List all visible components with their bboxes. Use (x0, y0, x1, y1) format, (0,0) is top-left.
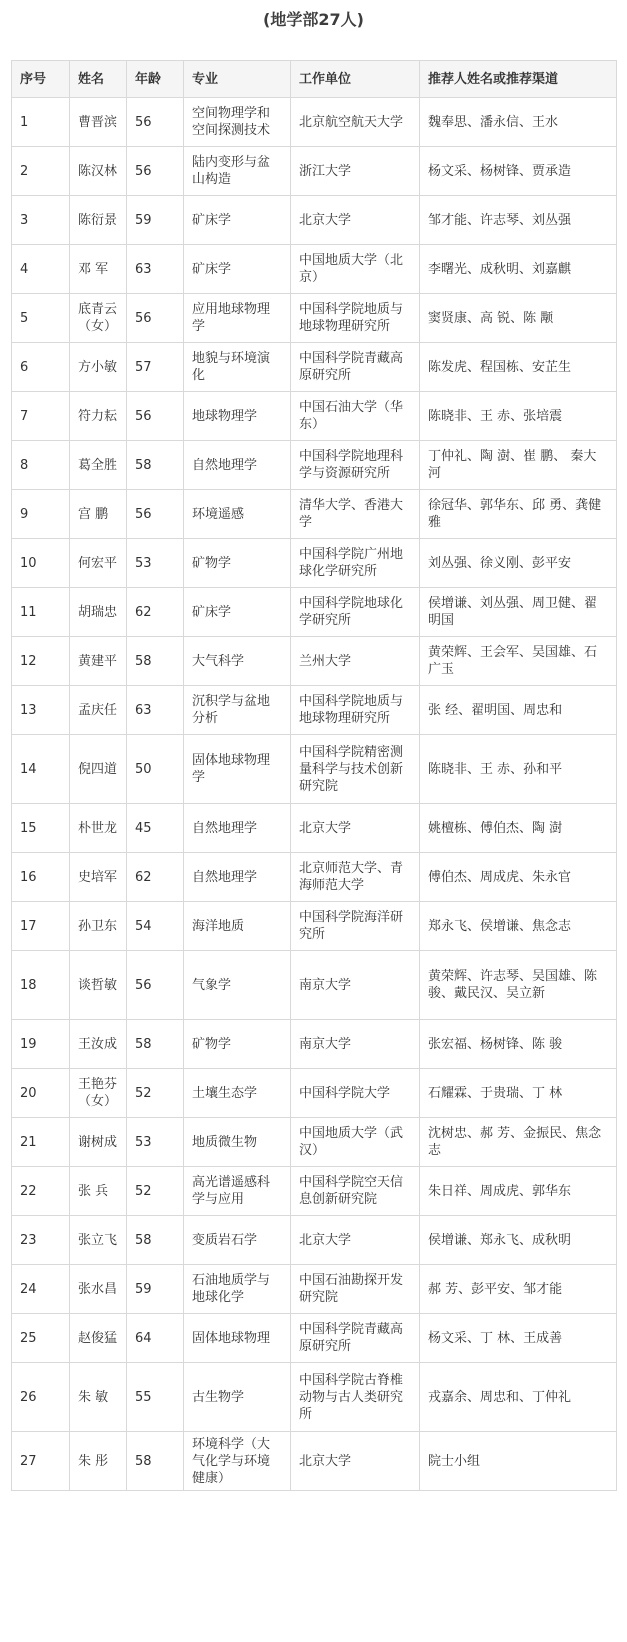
cell-unit: 中国地质大学（武汉） (291, 1118, 420, 1167)
cell-age: 56 (127, 392, 184, 441)
cell-number: 20 (12, 1069, 70, 1118)
cell-number: 19 (12, 1020, 70, 1069)
cell-name: 曹晋滨 (70, 98, 127, 147)
cell-major: 高光谱遥感科学与应用 (184, 1167, 291, 1216)
cell-age: 56 (127, 147, 184, 196)
page-title: (地学部27人) (263, 10, 364, 29)
table-row (12, 539, 617, 588)
cell-referees: 石耀霖、于贵瑞、丁 林 (420, 1069, 617, 1118)
cell-age: 63 (127, 686, 184, 735)
cell-major: 土壤生态学 (184, 1069, 291, 1118)
cell-number: 27 (12, 1432, 70, 1491)
cell-major: 自然地理学 (184, 853, 291, 902)
cell-name: 底青云（女） (70, 294, 127, 343)
cell-major: 气象学 (184, 951, 291, 1020)
cell-number: 2 (12, 147, 70, 196)
cell-referees: 窦贤康、高 锐、陈 颙 (420, 294, 617, 343)
cell-name: 谢树成 (70, 1118, 127, 1167)
cell-major: 矿物学 (184, 539, 291, 588)
cell-referees: 徐冠华、郭华东、邱 勇、龚健雅 (420, 490, 617, 539)
cell-unit: 中国科学院空天信息创新研究院 (291, 1167, 420, 1216)
cell-age: 56 (127, 294, 184, 343)
cell-unit: 中国科学院古脊椎动物与古人类研究所 (291, 1363, 420, 1432)
cell-unit: 中国科学院海洋研究所 (291, 902, 420, 951)
cell-referees: 侯增谦、郑永飞、成秋明 (420, 1216, 617, 1265)
cell-major: 地质微生物 (184, 1118, 291, 1167)
table-row (12, 1118, 617, 1167)
cell-major: 固体地球物理学 (184, 735, 291, 804)
column-header-number: 序号 (12, 61, 70, 98)
cell-unit: 兰州大学 (291, 637, 420, 686)
cell-age: 53 (127, 539, 184, 588)
table-row (12, 98, 617, 147)
cell-name: 王艳芬（女） (70, 1069, 127, 1118)
cell-referees: 院士小组 (420, 1432, 617, 1491)
cell-unit: 中国石油大学（华东） (291, 392, 420, 441)
cell-unit: 中国科学院大学 (291, 1069, 420, 1118)
cell-name: 符力耘 (70, 392, 127, 441)
cell-unit: 中国石油勘探开发研究院 (291, 1265, 420, 1314)
cell-unit: 中国地质大学（北京） (291, 245, 420, 294)
cell-unit: 中国科学院地质与地球物理研究所 (291, 294, 420, 343)
table-row (12, 1314, 617, 1363)
cell-age: 58 (127, 1020, 184, 1069)
cell-major: 环境科学（大气化学与环境健康） (184, 1432, 291, 1491)
cell-name: 方小敏 (70, 343, 127, 392)
cell-age: 58 (127, 441, 184, 490)
cell-unit: 北京大学 (291, 1432, 420, 1491)
cell-unit: 北京大学 (291, 804, 420, 853)
cell-name: 史培军 (70, 853, 127, 902)
cell-number: 5 (12, 294, 70, 343)
cell-number: 16 (12, 853, 70, 902)
cell-unit: 中国科学院青藏高原研究所 (291, 343, 420, 392)
cell-unit: 中国科学院广州地球化学研究所 (291, 539, 420, 588)
cell-unit: 北京大学 (291, 196, 420, 245)
cell-age: 62 (127, 588, 184, 637)
cell-name: 邓 军 (70, 245, 127, 294)
cell-name: 朴世龙 (70, 804, 127, 853)
cell-number: 11 (12, 588, 70, 637)
cell-major: 矿物学 (184, 1020, 291, 1069)
cell-number: 4 (12, 245, 70, 294)
cell-referees: 杨文采、杨树锋、贾承造 (420, 147, 617, 196)
cell-name: 孟庆任 (70, 686, 127, 735)
table-row (12, 490, 617, 539)
cell-number: 22 (12, 1167, 70, 1216)
cell-age: 56 (127, 490, 184, 539)
cell-number: 10 (12, 539, 70, 588)
table-row (12, 147, 617, 196)
cell-referees: 陈发虎、程国栋、安芷生 (420, 343, 617, 392)
cell-major: 古生物学 (184, 1363, 291, 1432)
cell-major: 地貌与环境演化 (184, 343, 291, 392)
cell-age: 58 (127, 637, 184, 686)
table-row (12, 637, 617, 686)
cell-referees: 张宏福、杨树锋、陈 骏 (420, 1020, 617, 1069)
cell-referees: 丁仲礼、陶 澍、崔 鹏、 秦大河 (420, 441, 617, 490)
cell-number: 12 (12, 637, 70, 686)
table-row (12, 686, 617, 735)
table-row (12, 1167, 617, 1216)
table-row (12, 245, 617, 294)
cell-number: 7 (12, 392, 70, 441)
cell-age: 59 (127, 1265, 184, 1314)
table-header-row (12, 61, 617, 98)
cell-number: 6 (12, 343, 70, 392)
cell-number: 23 (12, 1216, 70, 1265)
cell-major: 矿床学 (184, 245, 291, 294)
table-row (12, 441, 617, 490)
table-row (12, 1020, 617, 1069)
cell-referees: 张 经、翟明国、周忠和 (420, 686, 617, 735)
cell-major: 固体地球物理 (184, 1314, 291, 1363)
cell-unit: 中国科学院精密测量科学与技术创新研究院 (291, 735, 420, 804)
cell-major: 陆内变形与盆山构造 (184, 147, 291, 196)
cell-name: 赵俊猛 (70, 1314, 127, 1363)
cell-major: 沉积学与盆地分析 (184, 686, 291, 735)
cell-age: 52 (127, 1167, 184, 1216)
cell-name: 朱 敏 (70, 1363, 127, 1432)
cell-number: 9 (12, 490, 70, 539)
cell-number: 18 (12, 951, 70, 1020)
column-header-major: 专业 (184, 61, 291, 98)
cell-number: 13 (12, 686, 70, 735)
cell-major: 应用地球物理学 (184, 294, 291, 343)
cell-unit: 南京大学 (291, 1020, 420, 1069)
table-row (12, 343, 617, 392)
cell-referees: 沈树忠、郝 芳、金振民、焦念志 (420, 1118, 617, 1167)
cell-referees: 侯增谦、刘丛强、周卫健、翟明国 (420, 588, 617, 637)
cell-age: 52 (127, 1069, 184, 1118)
table-row (12, 1363, 617, 1432)
cell-unit: 北京师范大学、青海师范大学 (291, 853, 420, 902)
cell-referees: 黄荣辉、许志琴、吴国雄、陈 骏、戴民汉、吴立新 (420, 951, 617, 1020)
cell-age: 63 (127, 245, 184, 294)
table-row (12, 294, 617, 343)
candidates-table (11, 60, 617, 1491)
cell-age: 55 (127, 1363, 184, 1432)
cell-unit: 北京航空航天大学 (291, 98, 420, 147)
cell-referees: 杨文采、丁 林、王成善 (420, 1314, 617, 1363)
table-row (12, 902, 617, 951)
cell-age: 56 (127, 951, 184, 1020)
cell-unit: 北京大学 (291, 1216, 420, 1265)
cell-major: 空间物理学和空间探测技术 (184, 98, 291, 147)
column-header-name: 姓名 (70, 61, 127, 98)
table-row (12, 853, 617, 902)
cell-name: 葛全胜 (70, 441, 127, 490)
cell-major: 地球物理学 (184, 392, 291, 441)
cell-age: 56 (127, 98, 184, 147)
cell-number: 17 (12, 902, 70, 951)
cell-referees: 黄荣辉、王会军、吴国雄、石广玉 (420, 637, 617, 686)
cell-name: 倪四道 (70, 735, 127, 804)
cell-name: 陈汉林 (70, 147, 127, 196)
cell-major: 环境遥感 (184, 490, 291, 539)
table-body (12, 98, 617, 1491)
cell-name: 陈衍景 (70, 196, 127, 245)
cell-number: 25 (12, 1314, 70, 1363)
cell-referees: 郝 芳、彭平安、邹才能 (420, 1265, 617, 1314)
cell-referees: 邹才能、许志琴、刘丛强 (420, 196, 617, 245)
cell-referees: 陈晓非、王 赤、孙和平 (420, 735, 617, 804)
cell-name: 孙卫东 (70, 902, 127, 951)
cell-name: 王汝成 (70, 1020, 127, 1069)
cell-age: 50 (127, 735, 184, 804)
cell-number: 21 (12, 1118, 70, 1167)
cell-unit: 中国科学院地球化学研究所 (291, 588, 420, 637)
table-row (12, 1432, 617, 1491)
cell-referees: 李曙光、成秋明、刘嘉麒 (420, 245, 617, 294)
cell-number: 24 (12, 1265, 70, 1314)
cell-major: 海洋地质 (184, 902, 291, 951)
table-row (12, 1069, 617, 1118)
table-row (12, 588, 617, 637)
cell-number: 26 (12, 1363, 70, 1432)
cell-name: 谈哲敏 (70, 951, 127, 1020)
table-row (12, 196, 617, 245)
cell-major: 变质岩石学 (184, 1216, 291, 1265)
cell-referees: 戎嘉余、周忠和、丁仲礼 (420, 1363, 617, 1432)
cell-referees: 傅伯杰、周成虎、朱永官 (420, 853, 617, 902)
cell-major: 大气科学 (184, 637, 291, 686)
cell-age: 45 (127, 804, 184, 853)
column-header-unit: 工作单位 (291, 61, 420, 98)
cell-unit: 中国科学院青藏高原研究所 (291, 1314, 420, 1363)
cell-referees: 魏奉思、潘永信、王水 (420, 98, 617, 147)
cell-age: 62 (127, 853, 184, 902)
cell-age: 57 (127, 343, 184, 392)
cell-number: 3 (12, 196, 70, 245)
column-header-age: 年龄 (127, 61, 184, 98)
cell-name: 何宏平 (70, 539, 127, 588)
cell-major: 自然地理学 (184, 441, 291, 490)
table-row (12, 392, 617, 441)
cell-age: 59 (127, 196, 184, 245)
cell-age: 54 (127, 902, 184, 951)
cell-name: 朱 彤 (70, 1432, 127, 1491)
cell-major: 自然地理学 (184, 804, 291, 853)
cell-referees: 朱日祥、周成虎、郭华东 (420, 1167, 617, 1216)
table-row (12, 1216, 617, 1265)
cell-referees: 姚檀栋、傅伯杰、陶 澍 (420, 804, 617, 853)
cell-unit: 南京大学 (291, 951, 420, 1020)
cell-age: 58 (127, 1216, 184, 1265)
cell-name: 张 兵 (70, 1167, 127, 1216)
cell-name: 张水昌 (70, 1265, 127, 1314)
cell-major: 石油地质学与地球化学 (184, 1265, 291, 1314)
cell-referees: 陈晓非、王 赤、张培震 (420, 392, 617, 441)
table-row (12, 951, 617, 1020)
cell-name: 张立飞 (70, 1216, 127, 1265)
cell-unit: 中国科学院地质与地球物理研究所 (291, 686, 420, 735)
cell-referees: 郑永飞、侯增谦、焦念志 (420, 902, 617, 951)
cell-age: 58 (127, 1432, 184, 1491)
cell-name: 黄建平 (70, 637, 127, 686)
cell-name: 宫 鹏 (70, 490, 127, 539)
table-row (12, 804, 617, 853)
cell-name: 胡瑞忠 (70, 588, 127, 637)
cell-unit: 浙江大学 (291, 147, 420, 196)
table-row (12, 1265, 617, 1314)
cell-unit: 中国科学院地理科学与资源研究所 (291, 441, 420, 490)
cell-major: 矿床学 (184, 196, 291, 245)
cell-number: 1 (12, 98, 70, 147)
cell-age: 64 (127, 1314, 184, 1363)
cell-referees: 刘丛强、徐义刚、彭平安 (420, 539, 617, 588)
cell-age: 53 (127, 1118, 184, 1167)
cell-major: 矿床学 (184, 588, 291, 637)
cell-number: 14 (12, 735, 70, 804)
cell-number: 8 (12, 441, 70, 490)
table-row (12, 735, 617, 804)
column-header-referees: 推荐人姓名或推荐渠道 (420, 61, 617, 98)
cell-number: 15 (12, 804, 70, 853)
cell-unit: 清华大学、香港大学 (291, 490, 420, 539)
